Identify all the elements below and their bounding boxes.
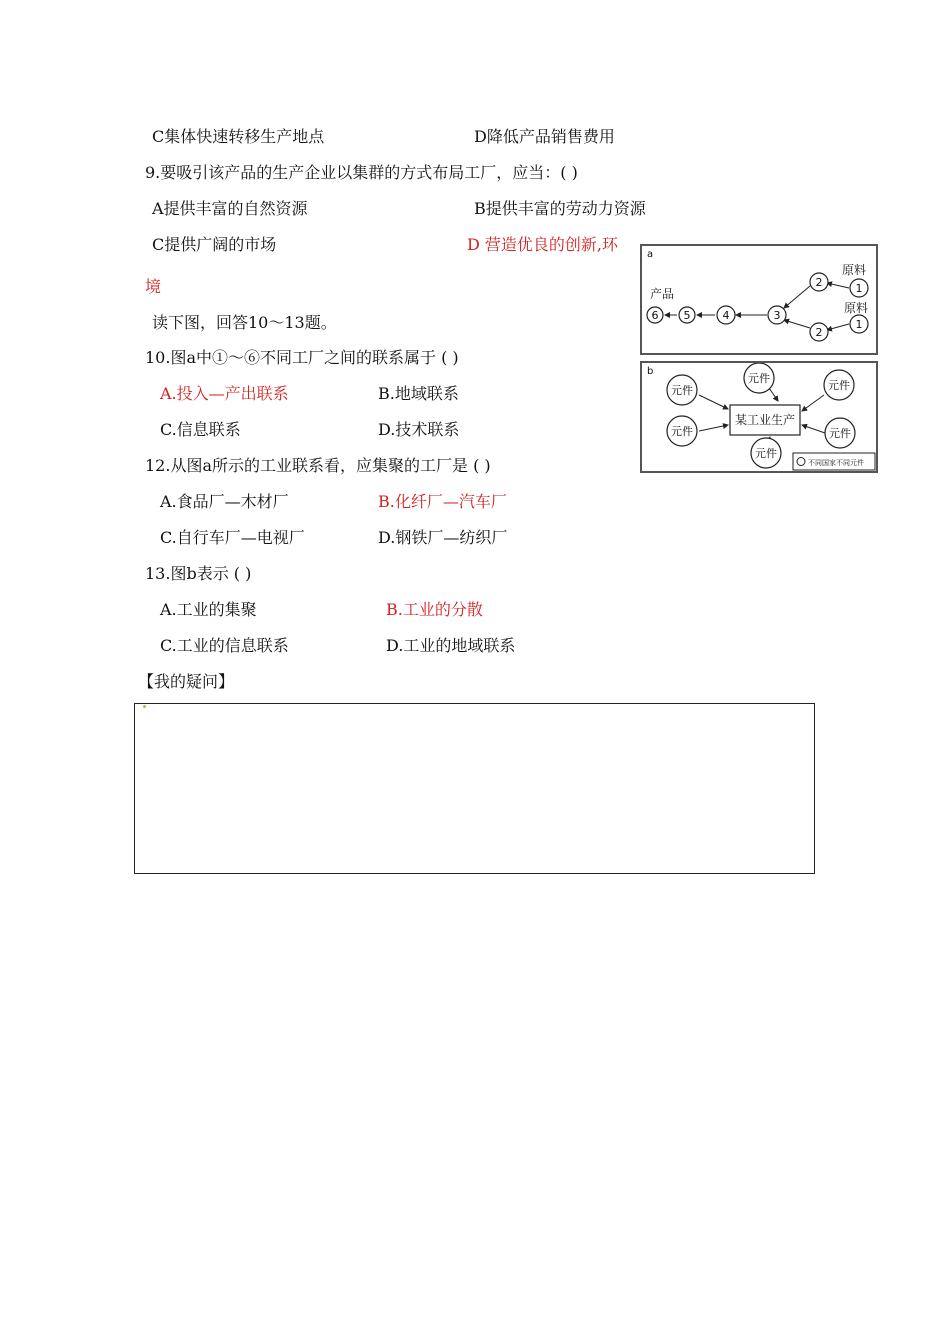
q13-option-a: A.工业的集聚 — [160, 600, 257, 619]
component-bottom-right — [825, 418, 855, 448]
doubt-answer-box[interactable] — [134, 703, 815, 874]
q9-option-d-answer-cont: 境 — [145, 277, 162, 296]
q9-stem: 9.要吸引该产品的生产企业以集群的方式布局工厂，应当：( ) — [145, 163, 578, 182]
figure-a-label: a — [647, 249, 654, 260]
figure-a-diagram — [642, 246, 876, 353]
arrow-comp-bl — [699, 425, 728, 431]
q10-option-d: D.技术联系 — [378, 420, 460, 439]
q10-stem: 10.图a中①～⑥不同工厂之间的联系属于 ( ) — [145, 348, 459, 367]
q13-option-c: C.工业的信息联系 — [160, 636, 289, 655]
q12-stem: 12.从图a所示的工业联系看，应集聚的工厂是 ( ) — [145, 456, 491, 475]
q10-option-b: B.地域联系 — [378, 384, 459, 403]
figure-a-raw-label-1: 原料 — [842, 263, 867, 277]
node-6 — [647, 307, 663, 323]
node-3 — [768, 306, 786, 324]
arrow-comp-tl — [699, 395, 728, 409]
figure-a — [640, 244, 878, 355]
q13-option-d: D.工业的地域联系 — [386, 636, 516, 655]
component-top-right — [824, 370, 854, 400]
node-2-upper — [810, 273, 828, 291]
node-1-upper — [850, 279, 868, 297]
figure-b-legend — [793, 453, 875, 470]
arrow-2b-to-3 — [784, 320, 810, 328]
svg-text:元件: 元件 — [671, 425, 693, 438]
q9-option-c: C提供广阔的市场 — [152, 235, 277, 254]
arrow-comp-top — [769, 388, 778, 401]
q9-option-b: B提供丰富的劳动力资源 — [474, 199, 646, 218]
q13-stem: 13.图b表示 ( ) — [145, 564, 252, 583]
stray-mark — [143, 705, 146, 708]
arrow-comp-tr — [802, 395, 824, 411]
figure-b-diagram — [642, 363, 876, 471]
svg-text:不同国家不同元件: 不同国家不同元件 — [808, 459, 864, 467]
q12-option-c: C.自行车厂—电视厂 — [160, 528, 305, 547]
q12-option-d: D.钢铁厂—纺织厂 — [378, 528, 508, 547]
component-bottom — [751, 438, 781, 468]
figure-a-raw-label-2: 原料 — [844, 301, 869, 315]
q10-option-a-answer: A.投入—产出联系 — [160, 384, 289, 403]
arrow-1b-to-2b — [827, 324, 849, 330]
node-1-lower — [850, 315, 868, 333]
node-4 — [717, 306, 735, 324]
svg-text:元件: 元件 — [748, 372, 770, 385]
svg-text:元件: 元件 — [671, 384, 693, 397]
q8-option-c: C集体快速转移生产地点 — [152, 127, 325, 146]
q12-option-a: A.食品厂—木材厂 — [160, 492, 289, 511]
q8-option-d: D降低产品销售费用 — [474, 127, 615, 146]
arrow-1a-to-2a — [827, 283, 849, 288]
svg-text:3: 3 — [773, 309, 781, 322]
q13-option-b-answer: B.工业的分散 — [386, 600, 483, 619]
svg-text:2: 2 — [815, 326, 823, 339]
svg-text:4: 4 — [722, 309, 730, 322]
center-industry-box — [730, 405, 800, 435]
figure-b-label: b — [647, 366, 654, 377]
svg-text:元件: 元件 — [829, 427, 851, 440]
node-5 — [679, 307, 695, 323]
svg-text:2: 2 — [815, 276, 823, 289]
reading-intro: 读下图，回答10～13题。 — [152, 313, 337, 332]
q10-option-c: C.信息联系 — [160, 420, 241, 439]
svg-text:某工业生产: 某工业生产 — [734, 413, 796, 427]
component-top-left — [667, 375, 697, 405]
q9-option-d-answer: D 营造优良的创新,环 — [467, 235, 619, 254]
arrow-2a-to-3 — [784, 286, 810, 308]
svg-text:1: 1 — [855, 282, 863, 295]
component-bottom-left — [667, 416, 697, 446]
node-2-lower — [810, 323, 828, 341]
q9-option-a: A提供丰富的自然资源 — [152, 199, 308, 218]
svg-text:元件: 元件 — [755, 447, 777, 460]
component-top — [744, 363, 774, 393]
arrow-comp-br — [802, 425, 825, 433]
figure-a-product-label: 产品 — [650, 287, 675, 301]
doubt-heading: 【我的疑问】 — [138, 672, 235, 691]
svg-text:5: 5 — [683, 309, 691, 322]
svg-text:1: 1 — [855, 318, 863, 331]
svg-text:6: 6 — [651, 309, 659, 322]
q12-option-b-answer: B.化纤厂—汽车厂 — [378, 492, 507, 511]
svg-text:元件: 元件 — [828, 379, 850, 392]
figure-b — [640, 361, 878, 473]
